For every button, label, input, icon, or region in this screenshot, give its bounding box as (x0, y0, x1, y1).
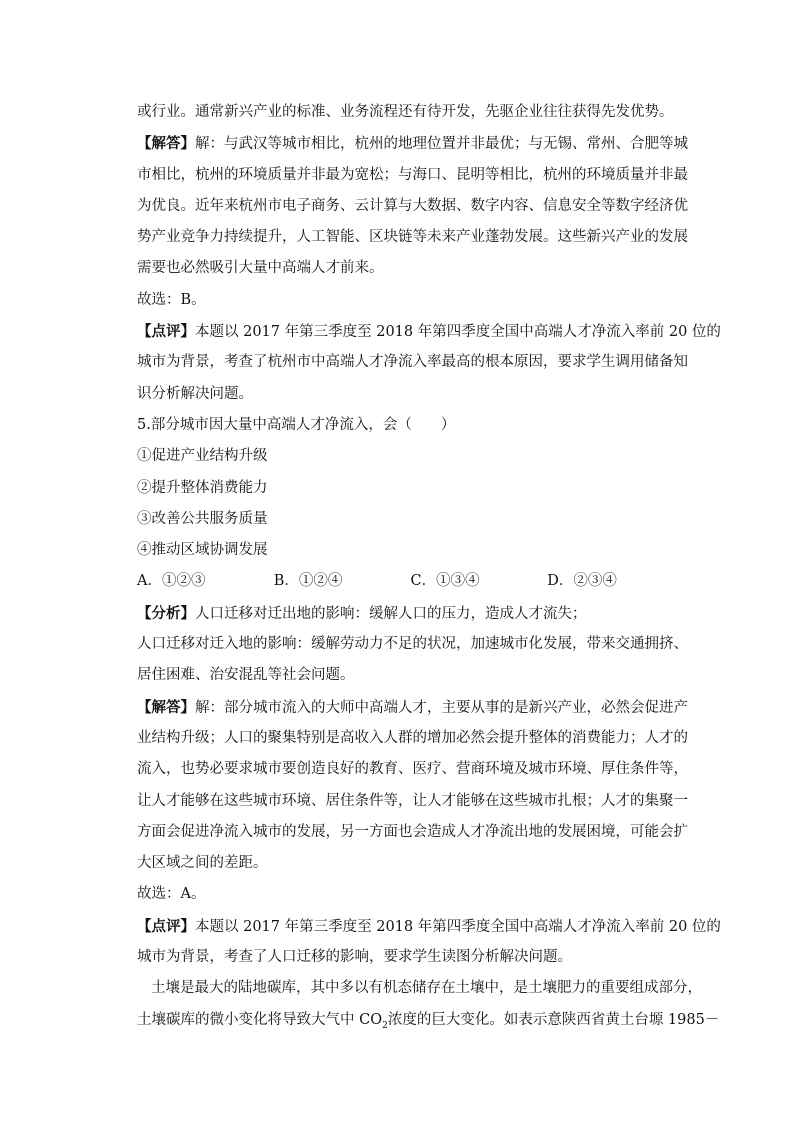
answer-paragraph-1 (137, 128, 688, 159)
analysis-paragraph (137, 598, 684, 629)
comment-tag: 【点评】 (137, 323, 195, 341)
text-line (137, 1005, 720, 1036)
answer-tag: 【解答】 (137, 698, 195, 716)
text-line: 城市为背景，考查了人口迁移的影响，要求学生读图分析解决问题。 (137, 949, 572, 966)
text-line: 业结构升级；人口的聚集特别是高收入人群的增加必然会提升整体的消费能力；人才的 (137, 729, 688, 746)
comment-tag: 【点评】 (137, 917, 195, 935)
text-span: 解：与武汉等城市相比，杭州的地理位置并非最优；与无锡、常州、合肥等城 (195, 136, 688, 153)
text-line: 人口迁移对迁入地的影响：缓解劳动力不足的状况，加速城市化发展，带来交通拥挤、 (137, 636, 688, 653)
statement-2: ②提升整体消费能力 (137, 479, 268, 496)
text-line: 城市为背景，考查了杭州市中高端人才净流入率最高的根本原因，要求学生调用储备知 (137, 354, 688, 371)
text-span: 人口迁移对迁出地的影响：缓解人口的压力，造成人才流失； (195, 605, 587, 622)
statement-4: ④推动区域协调发展 (137, 542, 268, 559)
text-span: 浓度的巨大变化。如表示意陕西省黄土台塬 1985－ (387, 1011, 720, 1028)
text-line: 方面会促进净流入城市的发展，另一方面也会造成人才净流出地的发展困境，可能会扩 (137, 823, 688, 840)
text-line: 或行业。通常新兴产业的标准、业务流程还有待开发，先驱企业往往获得先发优势。 (137, 104, 674, 120)
answer-choice: 故选：B。 (137, 291, 206, 308)
statement-1: ①促进产业结构升级 (137, 448, 268, 465)
answer-options (137, 566, 684, 597)
comment-paragraph-1 (137, 316, 721, 347)
subscript: 2 (382, 1020, 388, 1031)
text-line: 让人才能够在这些城市环境、居住条件等，让人才能够在这些城市扎根；人才的集聚一 (137, 792, 688, 809)
option-b: B．①②④ (273, 573, 343, 590)
text-span: 本题以 2017 年第三季度至 2018 年第四季度全国中高端人才净流入率前 20 位的 (195, 324, 721, 341)
answer-paragraph-2 (137, 692, 688, 723)
question-5: 5.部分城市因大量中高端人才净流入，会（ ） (137, 416, 456, 433)
text-span: 本题以 2017 年第三季度至 2018 年第四季度全国中高端人才净流入率前 20 位的 (195, 918, 721, 935)
option-a: A．①②③ (137, 573, 206, 590)
text-span: 解：部分城市流入的大师中高端人才，主要从事的是新兴产业，必然会促进产 (195, 699, 688, 716)
text-line: 识分析解决问题。 (137, 385, 253, 402)
option-d: D．②③④ (547, 573, 617, 590)
text-line: 流入，也势必要求城市要创造良好的教育、医疗、营商环境及城市环境、厚住条件等， (137, 761, 688, 778)
answer-tag: 【解答】 (137, 135, 195, 153)
text-line: 需要也必然吸引大量中高端人才前来。 (137, 260, 384, 277)
statement-3: ③改善公共服务质量 (137, 510, 268, 527)
soil-carbon-paragraph: 土壤是最大的陆地碳库，其中多以有机态储存在土壤中，是土壤肥力的重要组成部分， (151, 980, 702, 997)
answer-choice: 故选：A。 (137, 886, 206, 903)
text-line: 势产业竞争力持续提升，人工智能、区块链等未来产业蓬勃发展。这些新兴产业的发展 (137, 229, 688, 246)
comment-paragraph-2 (137, 911, 721, 942)
text-span: 土壤碳库的微小变化将导致大气中 CO (137, 1011, 383, 1028)
text-line: 为优良。近年来杭州市电子商务、云计算与大数据、数字内容、信息安全等数字经济优 (137, 197, 688, 214)
option-c: C．①③④ (410, 573, 480, 590)
text-line: 大区域之间的差距。 (137, 855, 268, 872)
text-line: 市相比，杭州的环境质量并非最为宽松；与海口、昆明等相比，杭州的环境质量并非最 (137, 166, 688, 183)
text-line: 居住困难、治安混乱等社会问题。 (137, 667, 355, 684)
analysis-tag: 【分析】 (137, 604, 195, 622)
